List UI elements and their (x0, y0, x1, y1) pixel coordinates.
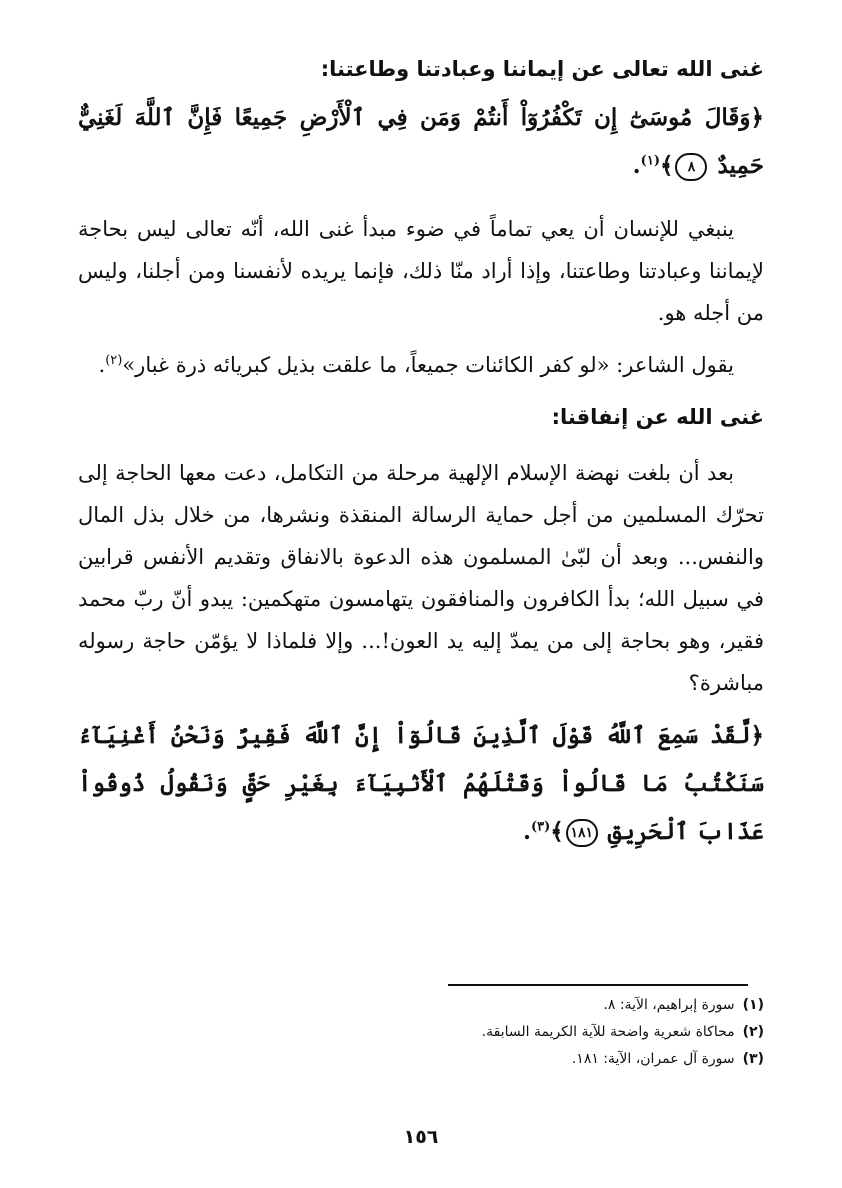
poet-quote-paragraph (78, 344, 764, 386)
quran-close-bracket: ﴾ (659, 152, 674, 179)
poet-quote-text: يقول الشاعر: «لو كفر الكائنات جميعاً، ما علقت بذيل كبريائه ذرة غبار» (122, 353, 734, 377)
sentence-end: . (98, 353, 106, 377)
footnote-text: سورة آل عمران، الآية: ١٨١. (571, 1051, 735, 1067)
quran-verse-ibrahim (78, 94, 764, 190)
paragraph: بعد أن بلغت نهضة الإسلام الإلهية مرحلة من التكامل، دعت معها الحاجة إلى تحرّك المسلمين من أجل حماية الرسالة المنقذة ونشرها، من خلال بذل المال والنفس... وبعد أن لبّىٰ المسلمون هذه الدعوة بالانفاق وتقديم الأنفس قرابين في سبيل الله؛ بدأ الكافرون والمنافقون يتهامسون متهكمين: يبدو أنّ ربّ محمد فقير، وهو بحاجة إلى من يمدّ إليه يد العون!... وإلا فلماذا لا يؤمّن حاجة رسوله مباشرة؟ (78, 461, 764, 695)
ayah-number-badge: ١٨١ (566, 819, 598, 847)
quran-verse-text: وَقَالَ مُوسَىٰٓ إِن تَكْفُرُوٓاْ أَنتُمْ وَمَن فِي ٱلْأَرْضِ جَمِيعًا فَإِنَّ ٱللَّهَ لَغَنِيٌّ حَمِيدٌ (78, 104, 764, 179)
footnote-text: محاكاة شعرية واضحة للآية الكريمة السابقة. (481, 1024, 735, 1040)
footnote-divider (448, 984, 748, 986)
footnote-number: (١) (742, 997, 764, 1013)
footnote-item (100, 1046, 764, 1073)
paragraph: ينبغي للإنسان أن يعي تماماً في ضوء مبدأ غنى الله، أنّه تعالى ليس بحاجة لإيماننا وعبادتنا وطاعتنا، وإذا أراد منّا ذلك، فإنما يريده لأنفسنا ومن أجلنا، وليس من أجله هو. (78, 217, 764, 325)
footnote-number: (٣) (742, 1051, 764, 1067)
quran-close-bracket: ﴾ (550, 818, 564, 845)
quran-open-bracket: ﴿ (750, 722, 764, 749)
footnote-item (100, 1019, 764, 1046)
footnote-text: سورة إبراهيم، الآية: ٨. (603, 997, 735, 1013)
quran-verse-text: لَّقَدْ سَمِعَ ٱللَّهُ قَوْلَ ٱلَّذِينَ قَالُوٓاْ إِنَّ ٱللَّهَ فَقِيرٌ وَنَحْنُ أَغْنِيَآءُ سَنَكْتُبُ مَا قَالُواْ وَقَتْلَهُمُ ٱلْأَنۢبِيَآءَ بِغَيْرِ حَقٍّ وَنَقُولُ ذُوقُواْ عَذَابَ ٱلْحَرِيقِ (78, 722, 764, 845)
footnote-item (100, 992, 764, 1019)
quran-verse-al-imran (78, 712, 764, 856)
footnote-ref[interactable]: (١) (640, 153, 660, 169)
quran-open-bracket: ﴿ (750, 104, 764, 131)
ayah-number-badge: ٨ (675, 153, 707, 181)
footnote-ref[interactable]: (٣) (530, 819, 551, 835)
page-number: ١٥٦ (403, 1126, 439, 1148)
sentence-end: . (522, 818, 531, 845)
sentence-end: . (632, 152, 641, 179)
page-content (78, 52, 764, 856)
section-heading-faith: غنى الله تعالى عن إيماننا وعبادتنا وطاعتنا: (320, 57, 764, 81)
footnotes (100, 992, 764, 1073)
footnote-ref[interactable]: (٢) (105, 353, 123, 368)
footnote-number: (٢) (742, 1024, 764, 1040)
section-heading-spending: غنى الله عن إنفاقنا: (551, 405, 764, 429)
